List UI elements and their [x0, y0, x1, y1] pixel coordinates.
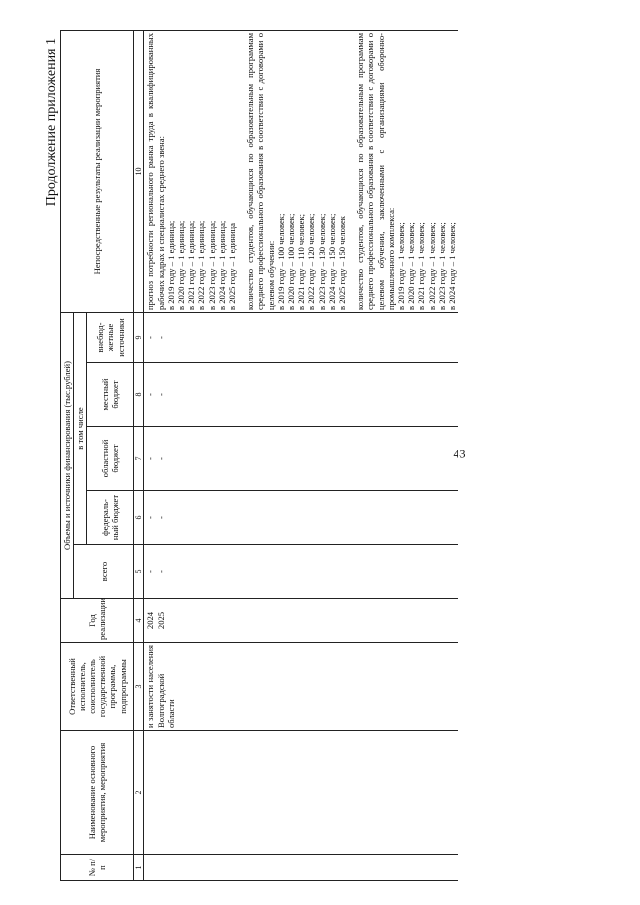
header-n: № п/п [61, 855, 134, 881]
result-line: в 2022 году – 1 единица; [196, 220, 207, 310]
header-total: всего [74, 545, 134, 599]
cell-years [144, 599, 459, 643]
result-line: в 2020 году – 100 человек; [286, 213, 297, 310]
cell-federal [144, 491, 459, 545]
result-block [145, 33, 237, 310]
header-offbudget: внебюд-жетные источники [87, 312, 134, 362]
col-number: 4 [134, 599, 144, 643]
result-line: в 2023 году – 130 человек; [316, 213, 327, 310]
dash-value: - [155, 393, 166, 396]
result-line: в 2025 году – 150 человек [337, 216, 348, 310]
col-number: 6 [134, 491, 144, 545]
result-line: в 2024 году – 1 человек; [447, 222, 458, 310]
header-regional: областной бюджет [87, 427, 134, 491]
page-number: 43 [453, 446, 466, 461]
result-line: в 2024 году – 1 единица; [216, 220, 227, 310]
header-funding: Объемы и источники финансирования (тыс.рублей) [61, 312, 74, 598]
dash-value: - [155, 516, 166, 519]
result-text: прогноз потребности регионального рынка труда в квалифицированных рабочих кадрах и специалистах среднего звена: [145, 32, 166, 310]
result-text: количество студентов, обучающихся по образовательным программам среднего профессионального образования в соответствии с договорами о целевом обучении, заключенными с организациями оборонно-промышленного комплекса: [355, 32, 396, 310]
appendix-title: Продолжение приложения 1 [44, 38, 59, 207]
result-line: в 2021 году – 1 человек; [416, 222, 427, 310]
dash-value: - [155, 570, 166, 573]
cell-local [144, 363, 459, 427]
cell-offbudget [144, 312, 459, 362]
result-line: в 2020 году – 1 единица; [176, 220, 187, 310]
year-value: 2024 [145, 611, 156, 630]
result-line: в 2024 году – 150 человек; [326, 213, 337, 310]
dash-value: - [145, 393, 156, 396]
col-number: 10 [134, 30, 144, 312]
cell-regional [144, 427, 459, 491]
header-executor: Ответственный исполнитель, соисполнитель государственной программы, подпрограммы [61, 643, 134, 731]
table-row [144, 30, 459, 880]
cell-total [144, 545, 459, 599]
col-number: 9 [134, 312, 144, 362]
result-block [245, 33, 347, 310]
cell-n [144, 855, 459, 881]
col-number: 1 [134, 855, 144, 881]
result-line: в 2023 году – 1 единица; [206, 220, 217, 310]
dash-value: - [145, 457, 156, 460]
result-line: в 2019 году – 100 человек; [275, 213, 286, 310]
result-line: в 2021 году – 1 единица; [186, 220, 197, 310]
result-line: в 2019 году – 1 человек; [396, 222, 407, 310]
header-local: местный бюджет [87, 363, 134, 427]
dash-value: - [145, 570, 156, 573]
dash-value: - [145, 336, 156, 339]
header-results: Непосредственные результаты реализации мероприятия [61, 30, 134, 312]
header-federal: федераль-ный бюджет [87, 491, 134, 545]
result-line: в 2022 году – 1 человек; [426, 222, 437, 310]
col-number: 3 [134, 643, 144, 731]
result-block [355, 33, 457, 310]
header-incl: в том числе [74, 312, 87, 544]
col-number: 5 [134, 545, 144, 599]
cell-results [144, 30, 459, 312]
col-number: 8 [134, 363, 144, 427]
program-table [60, 30, 459, 881]
dash-value: - [155, 457, 166, 460]
result-text: количество студентов, обучающихся по образовательным программам среднего профессионального образования в соответствии с договорами о целевом обучении: [245, 32, 276, 310]
cell-executor: и занятости населения Волгоградской области [144, 643, 459, 731]
year-value: 2025 [155, 611, 166, 630]
result-line: в 2025 году – 1 единица [227, 223, 238, 310]
cell-name [144, 731, 459, 855]
dash-value: - [155, 336, 166, 339]
col-number: 2 [134, 731, 144, 855]
result-line: в 2019 году – 1 единица; [165, 220, 176, 310]
result-line: в 2023 году – 1 человек; [436, 222, 447, 310]
dash-value: - [145, 516, 156, 519]
col-number: 7 [134, 427, 144, 491]
result-line: в 2021 году – 110 человек; [296, 213, 307, 310]
result-line: в 2020 году – 1 человек; [406, 222, 417, 310]
result-line: в 2022 году – 120 человек; [306, 213, 317, 310]
header-year: Год реализации [61, 599, 134, 643]
header-name: Наименование основного мероприятия, мероприятия [61, 731, 134, 855]
